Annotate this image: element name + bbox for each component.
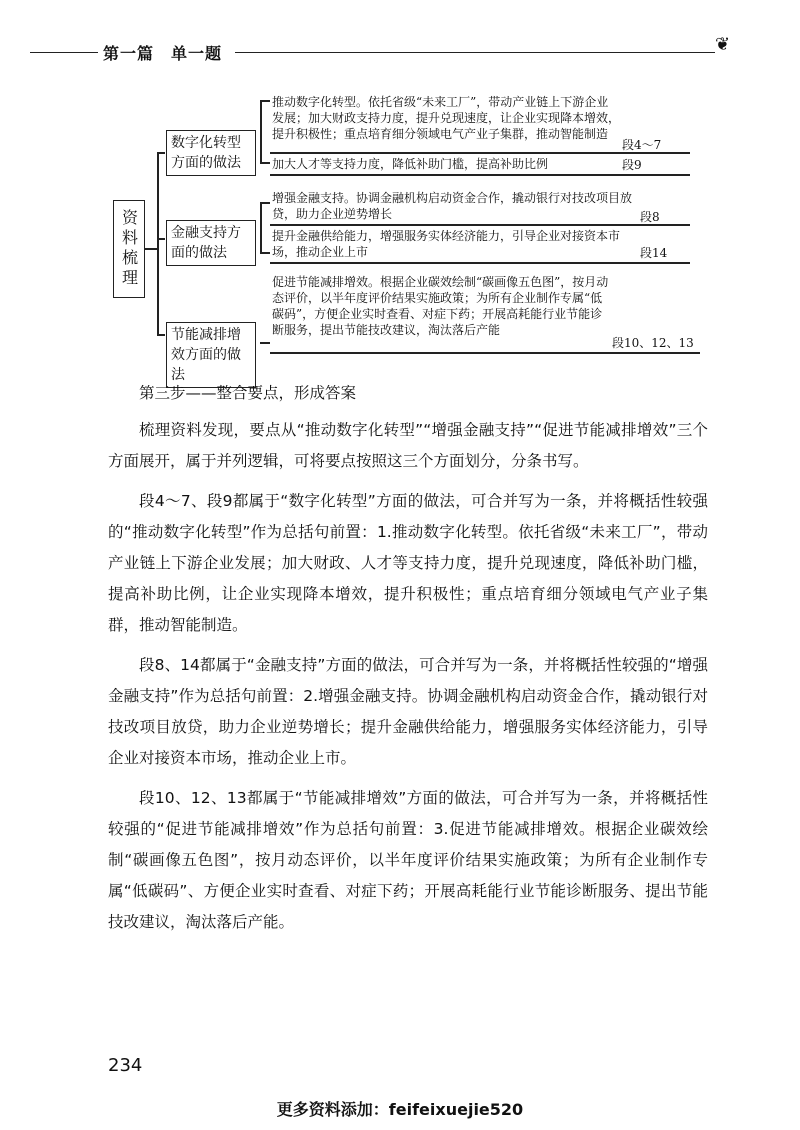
page-number: 234	[108, 1055, 143, 1076]
body-content	[108, 378, 708, 947]
cat2-branch-line	[260, 202, 262, 252]
cat2-item2-text: 提升金融供给能力，增强服务实体经济能力，引导企业对接资本市场，推动企业上市	[272, 229, 621, 259]
header-title: 第一篇 单一题	[103, 44, 223, 63]
cat1-item1-text: 推动数字化转型。依托省级“未来工厂”，带动产业链上下游企业发展；加大财政支持力度，提升兑现速度，让企业实现降本增效，提升积极性；重点培育细分领域电气产业子集群，推动智能制造	[272, 95, 621, 141]
branch-2-connector	[157, 238, 165, 240]
root-node: 资料梳理	[113, 200, 145, 298]
mind-map-diagram	[100, 90, 700, 383]
paragraph-summary: 梳理资料发现，要点从“推动数字化转型”“增强金融支持”“促进节能减排增效”三个方面展开，属于并列逻辑，可将要点按照这三个方面划分，分条书写。	[108, 421, 708, 470]
paragraph-energy: 段10、12、13都属于“节能减排增效”方面的做法，可合并写为一条，并将概括性较强的“促进节能减排增效”作为总括句前置：3.促进节能减排增效。根据企业碳效绘制“碳画像五色图”，按月动态评价，以半年度评价结果实施政策；为所有企业制作专属“低碳码”、方便企业实时查看、对症下药；开展高耗能行业节能诊断服务、提出节能技改建议，淘汰落后产能。	[108, 789, 708, 931]
cat1-item2-ref: 段9	[622, 158, 642, 172]
header-rule-right	[235, 52, 715, 53]
cat3-item1-ref: 段10、12、13	[612, 336, 694, 350]
cat1-item1-ref: 段4～7	[622, 138, 662, 152]
cat1-branch-line	[260, 100, 262, 162]
sprout-icon: ❦	[715, 34, 731, 55]
cat2-item2-connector	[260, 252, 270, 254]
branch-3-connector	[157, 334, 165, 336]
cat1-item2-underline	[270, 174, 690, 176]
cat2-item1-text: 增强金融支持。协调金融机构启动资金合作，撬动银行对技改项目放贷，助力企业逆势增长	[272, 191, 633, 221]
paragraph-finance: 段8、14都属于“金融支持”方面的做法，可合并写为一条，并将概括性较强的“增强金融支持”作为总括句前置：2.增强金融支持。协调金融机构启动资金合作，撬动银行对技改项目放贷，助力企业逆势增长；提升金融供给能力，增强服务实体经济能力，引导企业对接资本市场，推动企业上市。	[108, 656, 708, 767]
cat1-item2-text: 加大人才等支持力度，降低补助门槛，提高补助比例	[272, 157, 549, 171]
cat1-item1-connector	[260, 100, 270, 102]
paragraph-digital: 段4～7、段9都属于“数字化转型”方面的做法，可合并写为一条，并将概括性较强的“推动数字化转型”作为总括句前置：1.推动数字化转型。依托省级“未来工厂”，带动产业链上下游企业发展；加大财政、人才等支持力度，提升兑现速度，降低补助门槛，提高补助比例，让企业实现降本增效，提升积极性；重点培育细分领域电气产业子集群，推动智能制造。	[108, 492, 708, 634]
cat3-item1-text: 促进节能减排增效。根据企业碳效绘制“碳画像五色图”，按月动态评价，以半年度评价结果实施政策；为所有企业制作专属“低碳码”，方便企业实时查看、对症下药；开展高耗能行业节能诊断服务，提出节能技改建议，淘汰落后产能	[272, 275, 609, 337]
root-connector	[145, 248, 157, 250]
cat3-item1-connector	[260, 342, 270, 344]
cat1-item2-connector	[260, 162, 270, 164]
cat2-item1-ref: 段8	[640, 210, 660, 224]
cat3-item1-underline	[270, 352, 700, 354]
page-header	[30, 34, 731, 68]
header-rule-left	[30, 52, 98, 53]
cat2-item1-underline	[270, 224, 690, 226]
category-digital: 数字化转型方面的做法	[166, 130, 256, 176]
footer-note: 更多资料添加：feifeixuejie520	[276, 1100, 524, 1119]
root-branch-line	[157, 152, 159, 334]
branch-1-connector	[157, 152, 165, 154]
category-energy: 节能减排增效方面的做法	[166, 322, 256, 388]
category-finance: 金融支持方面的做法	[166, 220, 256, 266]
cat2-item2-underline	[270, 262, 690, 264]
step-heading: 第三步——整合要点，形成答案	[139, 384, 357, 402]
cat2-item2-ref: 段14	[640, 246, 668, 260]
cat2-item1-connector	[260, 202, 270, 204]
